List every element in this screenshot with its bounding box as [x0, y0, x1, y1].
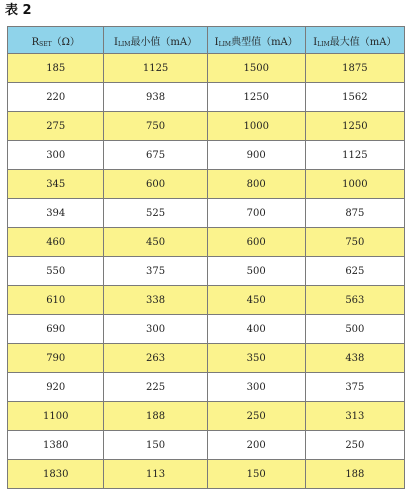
- ilim-typ-cell: 150: [207, 460, 305, 489]
- ilim-min-cell: 300: [104, 315, 207, 344]
- ilim-typ-cell: 450: [207, 286, 305, 315]
- table-row: [8, 83, 405, 112]
- rset-cell: 220: [8, 83, 104, 112]
- rset-cell: 300: [8, 141, 104, 170]
- header-ilim-max: [305, 27, 404, 54]
- ilim-min-cell: 938: [104, 83, 207, 112]
- ilim-max-cell: 875: [305, 199, 404, 228]
- header-sub: SET: [39, 40, 52, 48]
- header-rest: 最小值（mA）: [130, 36, 198, 48]
- table-row: [8, 286, 405, 315]
- ilim-min-cell: 338: [104, 286, 207, 315]
- ilim-typ-cell: 1250: [207, 83, 305, 112]
- header-row: [8, 27, 405, 54]
- ilim-max-cell: 1562: [305, 83, 404, 112]
- ilim-max-cell: 1000: [305, 170, 404, 199]
- table-row: [8, 431, 405, 460]
- header-sub: LIM: [218, 40, 232, 48]
- ilim-max-cell: 563: [305, 286, 404, 315]
- rset-cell: 1100: [8, 402, 104, 431]
- table-title: 表 2: [5, 3, 32, 18]
- ilim-max-cell: 1250: [305, 112, 404, 141]
- ilim-max-cell: 375: [305, 373, 404, 402]
- ilim-typ-cell: 350: [207, 344, 305, 373]
- ilim-typ-cell: 700: [207, 199, 305, 228]
- header-ilim-typ: [207, 27, 305, 54]
- rset-cell: 275: [8, 112, 104, 141]
- ilim-max-cell: 250: [305, 431, 404, 460]
- ilim-max-cell: 750: [305, 228, 404, 257]
- header-main: R: [31, 36, 40, 48]
- ilim-typ-cell: 1500: [207, 54, 305, 83]
- ilim-min-cell: 150: [104, 431, 207, 460]
- ilim-typ-cell: 600: [207, 228, 305, 257]
- header-rest: 最大值（mA）: [329, 36, 397, 48]
- header-main: I: [313, 36, 318, 48]
- ilim-max-cell: 500: [305, 315, 404, 344]
- rset-cell: 1830: [8, 460, 104, 489]
- rset-cell: 1380: [8, 431, 104, 460]
- header-ilim-min: [104, 27, 207, 54]
- table-row: [8, 373, 405, 402]
- ilim-typ-cell: 500: [207, 257, 305, 286]
- ilim-max-cell: 438: [305, 344, 404, 373]
- ilim-min-cell: 225: [104, 373, 207, 402]
- table-row: [8, 112, 405, 141]
- ilim-max-cell: 1125: [305, 141, 404, 170]
- ilim-max-cell: 625: [305, 257, 404, 286]
- table-row: [8, 141, 405, 170]
- table-row: [8, 315, 405, 344]
- table-row: [8, 402, 405, 431]
- header-rset: [8, 27, 104, 54]
- ilim-max-cell: 313: [305, 402, 404, 431]
- ilim-typ-cell: 300: [207, 373, 305, 402]
- table-row: [8, 228, 405, 257]
- header-sub: LIM: [317, 40, 330, 48]
- ilim-min-cell: 113: [104, 460, 207, 489]
- ilim-min-cell: 750: [104, 112, 207, 141]
- rset-cell: 690: [8, 315, 104, 344]
- table-row: [8, 54, 405, 83]
- table-row: [8, 257, 405, 286]
- rset-cell: 460: [8, 228, 104, 257]
- table-row: [8, 344, 405, 373]
- table-row: [8, 170, 405, 199]
- header-rest: 典型值（mA）: [231, 36, 298, 48]
- data-table: [7, 26, 405, 489]
- ilim-min-cell: 525: [104, 199, 207, 228]
- rset-cell: 790: [8, 344, 104, 373]
- ilim-min-cell: 263: [104, 344, 207, 373]
- ilim-min-cell: 600: [104, 170, 207, 199]
- table-body: [8, 54, 405, 489]
- ilim-typ-cell: 800: [207, 170, 305, 199]
- ilim-min-cell: 1125: [104, 54, 207, 83]
- ilim-min-cell: 450: [104, 228, 207, 257]
- rset-cell: 394: [8, 199, 104, 228]
- rset-cell: 610: [8, 286, 104, 315]
- table-row: [8, 199, 405, 228]
- ilim-min-cell: 188: [104, 402, 207, 431]
- table-row: [8, 460, 405, 489]
- ilim-min-cell: 675: [104, 141, 207, 170]
- ilim-typ-cell: 900: [207, 141, 305, 170]
- rset-cell: 345: [8, 170, 104, 199]
- ilim-max-cell: 188: [305, 460, 404, 489]
- header-main: I: [214, 36, 219, 48]
- header-rest: （Ω）: [51, 36, 80, 48]
- header-sub: LIM: [117, 40, 131, 48]
- ilim-max-cell: 1875: [305, 54, 404, 83]
- ilim-typ-cell: 200: [207, 431, 305, 460]
- rset-cell: 185: [8, 54, 104, 83]
- ilim-min-cell: 375: [104, 257, 207, 286]
- ilim-typ-cell: 250: [207, 402, 305, 431]
- rset-cell: 550: [8, 257, 104, 286]
- ilim-typ-cell: 1000: [207, 112, 305, 141]
- header-main: I: [113, 36, 118, 48]
- ilim-typ-cell: 400: [207, 315, 305, 344]
- rset-cell: 920: [8, 373, 104, 402]
